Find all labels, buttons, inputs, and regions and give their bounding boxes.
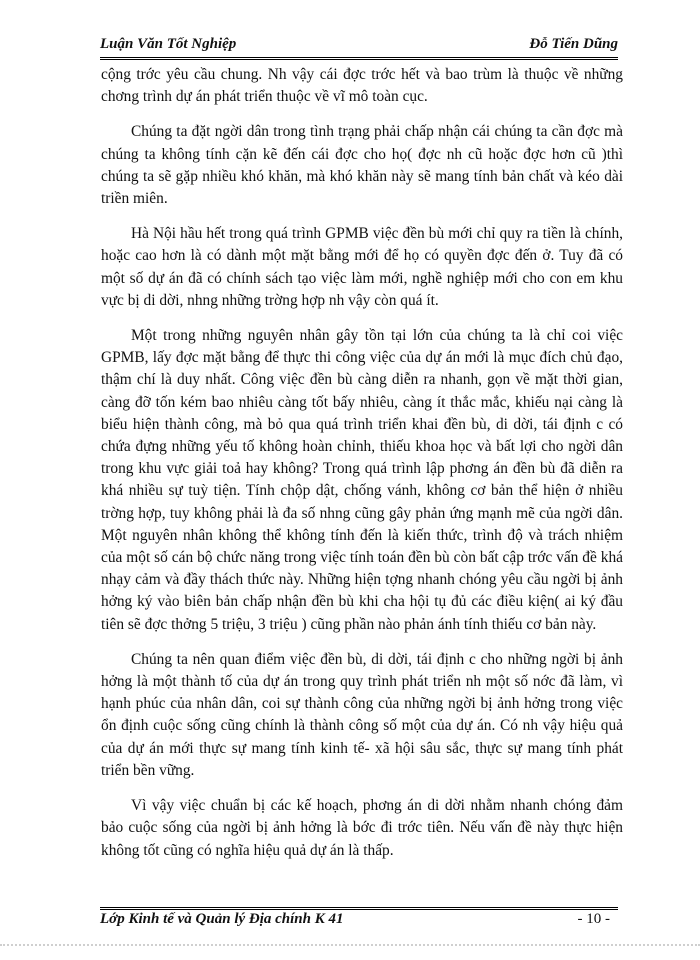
header-left-text: Luận Văn Tốt Nghiệp: [100, 36, 237, 52]
paragraph-1: cộng trớc yêu cầu chung. Nh vậy cái đợc trớc hết và bao trùm là thuộc về những chơng trình dự án phát triển thuộc về vĩ mô toàn cục.: [101, 66, 623, 106]
header-divider: [100, 57, 618, 60]
paragraph-3: Hà Nội hầu hết trong quá trình GPMB việc đền bù mới chỉ quy ra tiền là chính, hoặc cao hơn là có dành một mặt bằng mới để họ có quyền đợc đến ở. Tuy đã có một số dự án đã có chính sách tạo việc làm mới, nghề nghiệp mới cho con em khu vực bị di dời, nhng những trờng hợp nh vậy còn quá ít.: [101, 225, 623, 309]
footer-divider: [100, 907, 618, 910]
footer-left-text: Lớp Kinh tế và Quản lý Địa chính K 41: [100, 911, 344, 927]
document-body: [101, 64, 623, 875]
header-right-text: Đỗ Tiến Dũng: [529, 36, 618, 52]
page-edge-divider: [0, 944, 700, 946]
paragraph-5: Chúng ta nên quan điểm việc đền bù, di dời, tái định c cho những ngời bị ảnh hởng là một thành tố của dự án trong quy trình phát triển nh một số nớc đã làm, vì hạnh phúc của nhân dân, coi sự thành công của những ngời bị ảnh hởng trong việc ổn định cuộc sống cũng chính là thành công số một của dự án. Có nh vậy hiệu quả của dự án mới thực sự mang tính kinh tế- xã hội sâu sắc, thực sự mang tính phát triển bền vững.: [101, 650, 623, 779]
paragraph-6: Vì vậy việc chuẩn bị các kế hoạch, phơng án di dời nhằm nhanh chóng đảm bảo cuộc sống của ngời bị ảnh hởng là bớc đi trớc tiên. Nếu vấn đề này thực hiện không tốt cũng có nghĩa hiệu quả dự án là thấp.: [101, 797, 623, 859]
paragraph-4: Một trong những nguyên nhân gây tồn tại lớn của chúng ta là chỉ coi việc GPMB, lấy đợc mặt bằng để thực thi công việc của dự án mới là mục đích chủ đạo, thậm chí là duy nhất. Công việc đền bù càng diễn ra nhanh, gọn về mặt thời gian, càng đỡ tốn kém bao nhiêu càng tốt bấy nhiêu, càng ít thắc mắc, khiếu nại càng là biểu hiện thành công, mà bỏ qua quá trình triển khai đền bù, di dời, tái định c có chứa đựng những yếu tố không hoàn chỉnh, thiếu khoa học và bất lợi cho ngời dân trong khu vực giải toả hay không? Trong quá trình lập phơng án đền bù đã diễn ra khá nhiều sự tuỳ tiện. Tính chộp dật, chống vánh, không cơ bản thể hiện ở nhiều trờng hợp, tuy không phải là đa số nhng cũng gây phản ứng mạnh mẽ của ngời dân. Một nguyên nhân không thể không tính đến là kiến thức, trình độ và trách nhiệm của một số cán bộ chức năng trong việc tính toán đền bù còn bất cập trớc vấn đề khá nhạy cảm và đầy thách thức này. Những hiện tợng nhanh chóng yêu cầu ngời bị ảnh hởng ký vào biên bản chấp nhận đền bù khi cha hội tụ đủ các điều kiện( ai ký đầu tiên sẽ đợc thởng 5 triệu, 3 triệu ) cũng phần nào phản ánh tính thiếu cơ bản này.: [101, 327, 623, 633]
paragraph-2: Chúng ta đặt ngời dân trong tình trạng phải chấp nhận cái chúng ta cần đợc mà chúng ta không tính cặn kẽ đến cái đợc cho họ( đợc nh cũ hoặc đợc hơn cũ )thì chúng ta sẽ gặp nhiều khó khăn, mà khó khăn này sẽ mang tính bản chất và kéo dài triền miên.: [101, 123, 623, 208]
page-number: - 10 -: [577, 911, 610, 927]
